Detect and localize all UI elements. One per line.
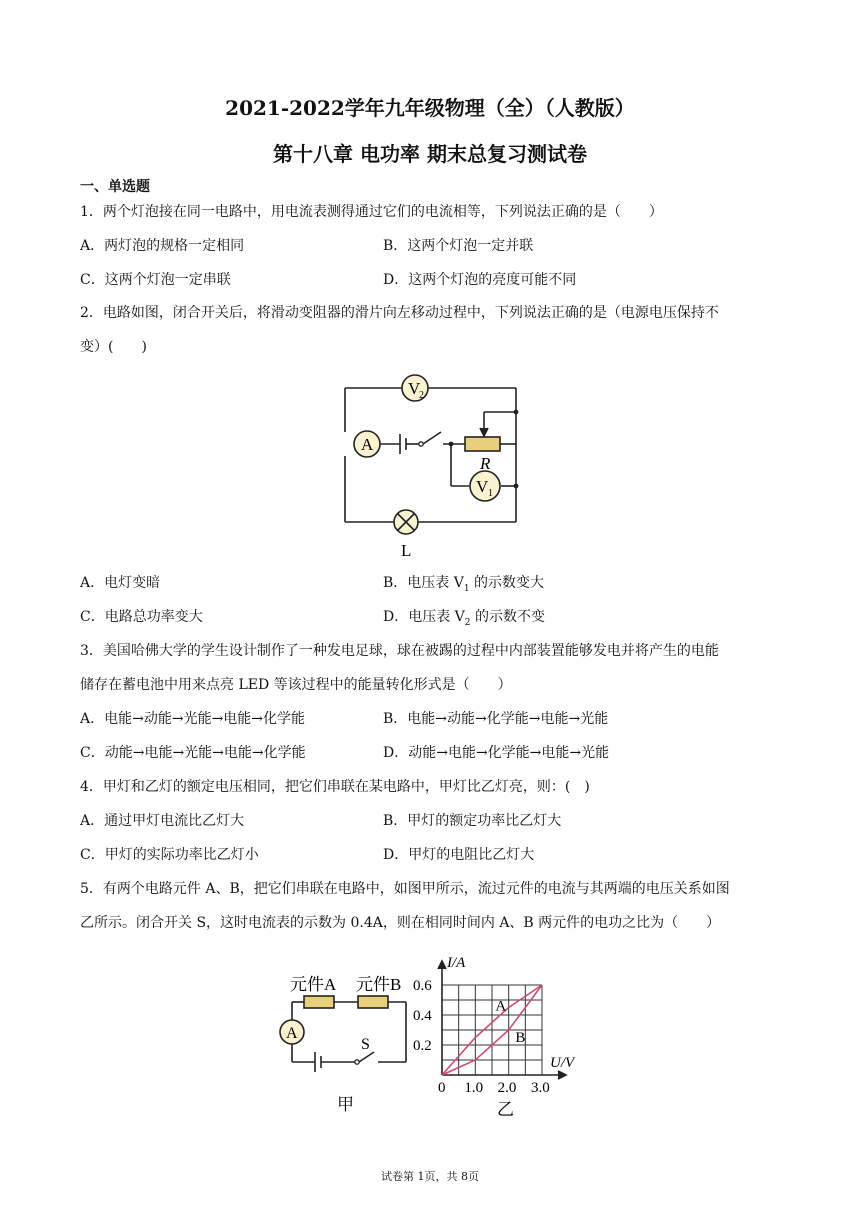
q3-option-d: D．动能→电能→化学能→电能→光能 — [383, 745, 610, 761]
svg-text:V: V — [408, 379, 421, 398]
exam-subtitle: 第十八章 电功率 期末总复习测试卷 — [273, 142, 587, 166]
question-4: 4．甲灯和乙灯的额定电压相同，把它们串联在某电路中，甲灯比乙灯亮，则：( ) — [80, 779, 590, 795]
q3-option-b: B．电能→动能→化学能→电能→光能 — [383, 711, 609, 727]
svg-text:V: V — [476, 477, 489, 496]
q2-option-d: D．电压表 $V_2$ 的示数不变 — [383, 609, 545, 628]
section-heading: 一、单选题 — [80, 179, 150, 195]
q2-option-b: B．电压表 $V_1$ 的示数变大 — [383, 575, 545, 594]
element-a-label: 元件A — [290, 975, 337, 994]
y-axis-label: I/A — [447, 955, 466, 971]
y-tick-label: 0.2 — [413, 1038, 432, 1054]
exam-title: 2021-2022学年九年级物理（全）（人教版） — [225, 96, 635, 120]
series-label-b: B — [515, 1030, 526, 1046]
svg-text:1: 1 — [488, 488, 493, 499]
element-b-label: 元件B — [356, 975, 402, 994]
question-1: 1．两个灯泡接在同一电路中，用电流表测得通过它们的电流相等，下列说法正确的是（ ） — [80, 204, 663, 220]
q4-option-c: C．甲灯的实际功率比乙灯小 — [80, 847, 259, 863]
x-tick-label: 3.0 — [531, 1080, 550, 1096]
q2-option-c: C．电路总功率变大 — [80, 609, 203, 625]
y-tick-label: 0.4 — [413, 1008, 432, 1024]
q1-option-d: D．这两个灯泡的亮度可能不同 — [383, 272, 577, 288]
series-label-a: A — [495, 998, 507, 1015]
switch-label: S — [361, 1036, 370, 1053]
x-tick-label: 0 — [438, 1080, 446, 1096]
x-axis-arrow — [558, 1071, 566, 1079]
q1-option-a: A．两灯泡的规格一定相同 — [80, 238, 245, 254]
q1-option-c: C．这两个灯泡一定串联 — [80, 272, 231, 288]
x-axis-label: U/V — [550, 1055, 575, 1071]
question-2-line1: 2．电路如图，闭合开关后，将滑动变阻器的滑片向左移动过程中，下列说法正确的是（电源电压保持不 — [80, 305, 719, 321]
svg-text:2: 2 — [419, 390, 424, 401]
rheostat-label: R — [480, 454, 491, 473]
q3-option-c: C．动能→电能→光能→电能→化学能 — [80, 745, 306, 761]
svg-text:A: A — [361, 435, 374, 454]
svg-text:A: A — [286, 1025, 298, 1042]
x-tick-label: 1.0 — [464, 1080, 484, 1096]
q1-option-b: B．这两个灯泡一定并联 — [383, 238, 534, 254]
question-2-line2: 变）( ) — [80, 339, 147, 355]
y-axis-arrow — [438, 961, 446, 969]
question-5-line1: 5．有两个电路元件 A、B，把它们串联在电路中，如图甲所示，流过元件的电流与其两端的电压关系如图 — [80, 881, 730, 897]
figure-yi-caption: 乙 — [497, 1100, 514, 1119]
x-tick-label: 2.0 — [497, 1080, 517, 1096]
figure-jia-caption: 甲 — [337, 1095, 354, 1114]
q4-option-a: A．通过甲灯电流比乙灯大 — [80, 813, 245, 829]
iu-chart — [405, 935, 585, 1135]
q3-option-a: A．电能→动能→光能→电能→化学能 — [80, 711, 306, 727]
question-3-line2: 储存在蓄电池中用来点亮 LED 等该过程中的能量转化形式是（ ） — [80, 677, 512, 693]
y-tick-label: 0.6 — [413, 978, 432, 994]
q4-option-d: D．甲灯的电阻比乙灯大 — [383, 847, 535, 863]
circuit-diagram-q2 — [0, 362, 860, 572]
page-footer: 试卷第 1页，共 8页 — [381, 1170, 479, 1183]
lamp-label: L — [401, 541, 412, 560]
question-3-line1: 3．美国哈佛大学的学生设计制作了一种发电足球，球在被踢的过程中内部装置能够发电并将产生的电能 — [80, 643, 719, 659]
question-5-line2: 乙所示。闭合开关 S，这时电流表的示数为 0.4A，则在相同时间内 A、B 两元件的电功之比为（ ） — [80, 915, 721, 931]
q2-option-a: A．电灯变暗 — [80, 575, 161, 591]
q4-option-b: B．甲灯的额定功率比乙灯大 — [383, 813, 562, 829]
